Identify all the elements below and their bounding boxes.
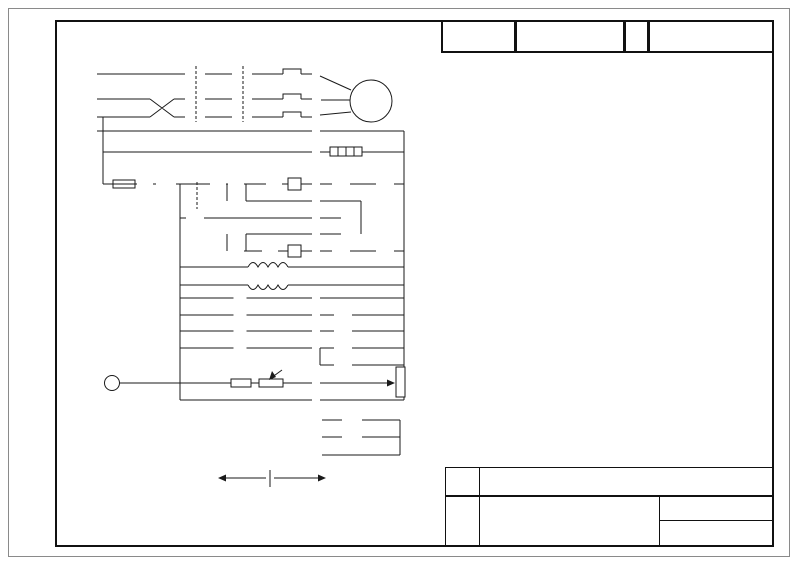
kc-coil-symbol [288,245,301,257]
meter-idc-symbol [105,376,120,391]
right-arrowhead [318,475,326,482]
rp1-wiper-arrowhead [387,380,395,387]
motor-symbol [350,80,392,122]
resistor-r-symbol [231,379,251,387]
left-arrowhead [218,475,226,482]
wires [97,69,404,487]
transformer-windings [248,263,288,290]
potentiometer-rp1-symbol [396,367,405,397]
arrowheads [218,371,395,482]
wire-layer [97,66,405,487]
linkage-dashed-lines [196,66,243,209]
ko-coil-symbol [288,178,301,190]
potentiometer-rp2-symbol [259,379,283,387]
